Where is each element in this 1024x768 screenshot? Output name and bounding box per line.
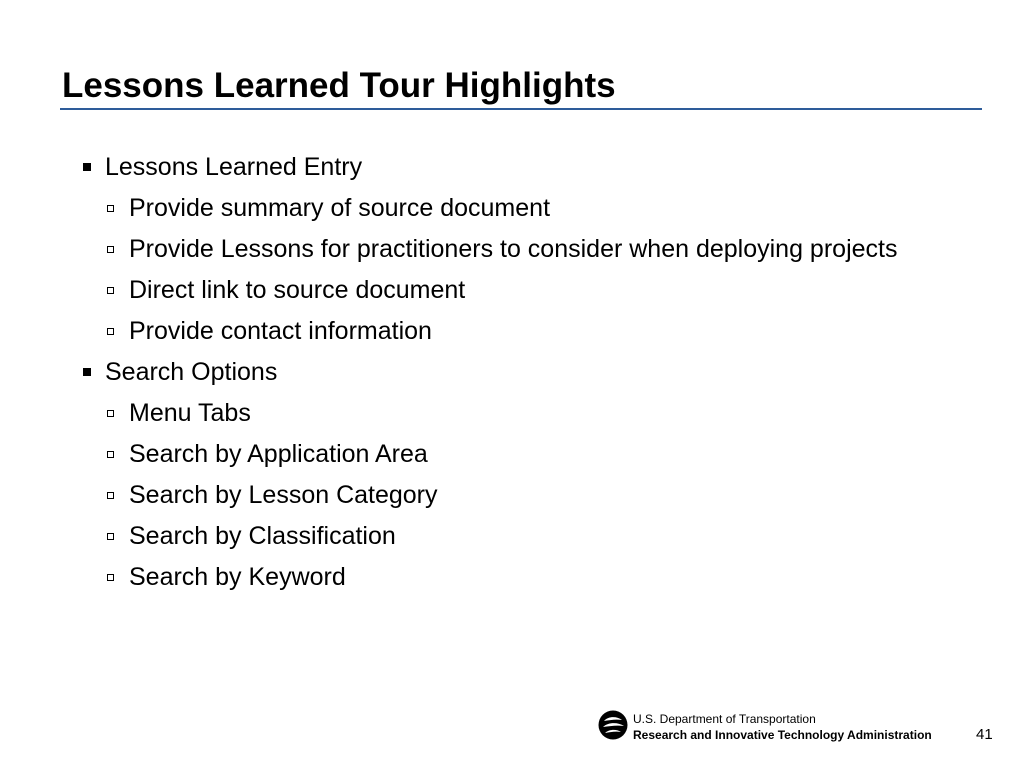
- sub-bullet-text: Search by Keyword: [129, 563, 346, 591]
- slide-title: Lessons Learned Tour Highlights: [62, 66, 616, 105]
- us-dot-logo-icon: [598, 710, 628, 740]
- sub-bullet-item: [0, 314, 909, 348]
- hollow-square-bullet-icon: [107, 205, 114, 212]
- bullet-item: [0, 150, 1024, 184]
- sub-bullet-text: Search by Lesson Category: [129, 481, 438, 509]
- page-number: 41: [976, 726, 993, 743]
- sub-bullet-text: Search by Classification: [129, 522, 396, 550]
- hollow-square-bullet-icon: [107, 574, 114, 581]
- sub-bullet-item: [0, 396, 909, 430]
- hollow-square-bullet-icon: [107, 287, 114, 294]
- sub-bullet-text: Direct link to source document: [129, 276, 466, 304]
- department-name: U.S. Department of Transportation: [633, 712, 816, 726]
- hollow-square-bullet-icon: [107, 246, 114, 253]
- hollow-square-bullet-icon: [107, 328, 114, 335]
- bullet-text: Search Options: [105, 358, 278, 386]
- hollow-square-bullet-icon: [107, 451, 114, 458]
- sub-bullet-item: [0, 273, 909, 307]
- bullet-item: [0, 355, 1024, 389]
- title-divider: [60, 108, 982, 110]
- square-bullet-icon: [83, 163, 91, 171]
- sub-bullet-item: [0, 437, 909, 471]
- hollow-square-bullet-icon: [107, 492, 114, 499]
- square-bullet-icon: [83, 368, 91, 376]
- sub-bullet-text: Provide summary of source document: [129, 194, 551, 222]
- sub-bullet-text: Provide contact information: [129, 317, 432, 345]
- sub-bullet-text: Search by Application Area: [129, 440, 428, 468]
- sub-bullet-item: [0, 560, 909, 594]
- sub-bullet-item: [0, 191, 909, 225]
- sub-bullet-text: Menu Tabs: [129, 399, 251, 427]
- sub-bullet-text: Provide Lessons for practitioners to consider when deploying projects: [129, 235, 898, 263]
- sub-bullet-item: [0, 232, 909, 266]
- hollow-square-bullet-icon: [107, 410, 114, 417]
- agency-name: Research and Innovative Technology Administration: [633, 728, 932, 742]
- bullet-text: Lessons Learned Entry: [105, 153, 363, 181]
- bullet-list: [0, 150, 1024, 601]
- sub-bullet-item: [0, 519, 909, 553]
- sub-bullet-item: [0, 478, 909, 512]
- hollow-square-bullet-icon: [107, 533, 114, 540]
